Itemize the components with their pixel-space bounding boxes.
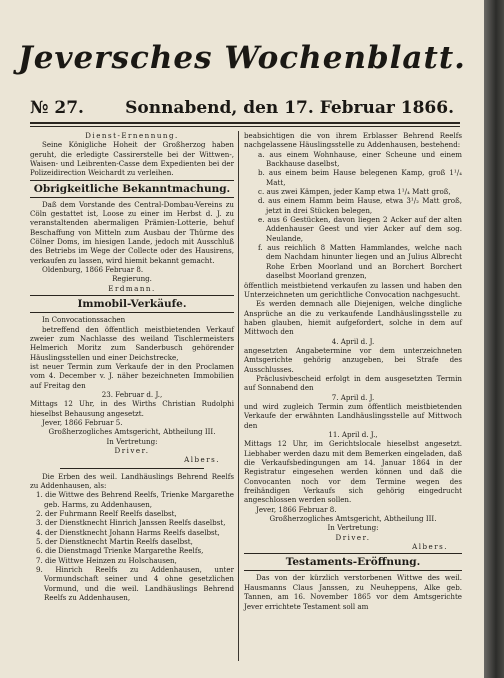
imm-location: Mittags 12 Uhr, in des Wirths Christian Rudolphi hieselbst Behausung angesetzt.	[30, 399, 234, 418]
right-court: Großherzogliches Amtsgericht, Abtheilung III.	[269, 514, 437, 524]
header-rule	[30, 122, 460, 124]
issue-number: № 27.	[30, 98, 84, 118]
right-cont-2: öffentlich meistbietend verkaufen zu lassen und haben den Unterzeichneten um gerichtliche Convocation nachgesucht.	[244, 280, 462, 299]
right-cont-6: und wird zugleich Termin zum öffentlich meistbietenden Verkaufe der erwähnten Landhäuslingsstelle auf Mittwoch den	[244, 401, 462, 430]
obrig-date: Oldenburg, 1866 Februar 8.	[42, 265, 144, 275]
obrig-heading: Obrigkeitliche Bekanntmachung.	[30, 180, 234, 198]
right-cont-1: beabsichtigen die von ihrem Erblasser Behrend Reelfs nachgelassene Häuslingsstelle zu Addenhausen, bestehend:	[244, 131, 462, 150]
erben-item: 1. die Wittwe des Behrend Reelfs, Trienke Margarethe geb. Harms, zu Addenhausen,	[36, 490, 234, 509]
property-item: b. aus einem beim Hause belegenen Kamp, groß 1¹/₄ Matt,	[258, 168, 462, 187]
dienst-heading: Dienst-Ernennung.	[85, 131, 179, 140]
testament-body: Das von der kürzlich verstorbenen Wittwe des weil. Hausmanns Claus Janssen, zu Neuheppens, Alke geb. Tannen, am 16. November 1865 vor dem Amtsgerichte Jever errichtete Testament soll am	[244, 573, 462, 611]
imm-clerk: Albers.	[184, 455, 220, 465]
imm-intro: In Convocationssachen	[42, 315, 126, 325]
erben-item: 2. der Fuhrmann Reelf Reelfs daselbst,	[36, 509, 177, 519]
erben-item: 5. der Dienstknecht Martin Reelfs daselbst,	[36, 537, 193, 547]
property-item: d. aus einem Hamm beim Hause, etwa 3¹/₂ Matt groß, jetzt in drei Stücken belegen,	[258, 196, 462, 215]
erben-item: 4. der Dienstknecht Johann Harms Reelfs daselbst,	[36, 527, 220, 537]
right-cont-7: Mittags 12 Uhr, im Gerichtslocale hieselbst angesetzt. Liebhaber werden dazu mit dem Bemerken eingeladen, daß die Verkaufsbedingungen am 14. Januar 1864 in der Registratur eingesehen werden können und daß die Convocanten noch vor dem Termine wegen des freihändigen Verkaufs sich gehörig eingedrucht angeschlossen werden sollen.	[244, 439, 462, 505]
imm-signer: Driver.	[114, 445, 150, 455]
testament-heading: Testaments-Eröffnung.	[244, 553, 462, 571]
imm-term: ist neuer Termin zum Verkaufe der in den Proclamen vom 4. December v. J. näher bezeichneten Immobilien auf Freitag den	[30, 361, 234, 390]
section-separator	[60, 468, 204, 469]
erben-item: 7. die Wittwe Heinzen zu Holschausen,	[36, 555, 177, 565]
obrig-sign-authority: Regierung.	[112, 274, 152, 284]
date-3: 11. April d. J.,	[328, 430, 378, 439]
masthead-title: Jeversches Wochenblatt.	[18, 40, 466, 76]
erben-item: 3. der Dienstknecht Hinrich Janssen Reelfs daselbst,	[36, 518, 226, 528]
right-column	[244, 131, 462, 611]
property-item: e. aus 6 Gestücken, davon liegen 2 Acker auf der alten Addenhauser Geest und vier Acker auf dem sog. Neulande,	[258, 215, 462, 243]
property-item: c. aus zwei Kämpen, jeder Kamp etwa 1¹/₄ Matt groß,	[258, 187, 451, 197]
header-rule-thin	[30, 126, 460, 127]
right-cont-3: Es werden demnach alle Diejenigen, welche dingliche Ansprüche an die zu verkaufende Landhäuslingsstelle zu haben glauben, hiemit aufgefordert, solche in dem auf Mittwoch den	[244, 299, 462, 337]
immobil-heading: Immobil-Verkäufe.	[30, 295, 234, 313]
imm-subject: betreffend den öffentlich meistbietenden Verkauf zweier zum Nachlasse des weiland Tischlermeisters Helmerich Moritz zum Sanderbusch gehörender Häuslingsstellen und einer Deichstrecke,	[30, 324, 234, 362]
right-cont-4: angesetzten Angabetermine vor dem unterzeichneten Amtsgerichte gehörig anzugeben, bei Strafe des Ausschlusses.	[244, 345, 462, 374]
right-place: Jever, 1866 Februar 8.	[256, 504, 337, 514]
property-item: f. aus reichlich 8 Matten Hammlandes, welche nach dem Nachdam hinunter liegen und an Julius Albrecht Rohe Erben Moorland und an Borchert Borchert daselbst Moorland grenzen,	[258, 243, 462, 281]
property-item: a. aus einem Wohnhause, einer Scheune und einem Backhause daselbst,	[258, 149, 462, 169]
right-vertretung: In Vertretung:	[327, 523, 379, 533]
imm-date: 23. Februar d. J.,	[101, 389, 163, 399]
issue-line	[30, 98, 454, 118]
dienst-body: Seine Königliche Hoheit der Großherzog haben geruht, die erledigte Cassirerstelle bei der Wittwen-, Waisen- und Leibrenten-Casse dem Expedienten bei der Polizeidirection Weichardt zu verleihen.	[30, 140, 234, 178]
right-clerk: Albers.	[412, 542, 448, 552]
date-2: 7. April d. J.	[331, 392, 375, 402]
left-column	[30, 131, 234, 602]
book-spine	[484, 0, 504, 678]
obrig-body: Daß dem Vorstande des Central-Dombau-Vereins zu Cöln gestattet ist, Loose zu einer im Herbst d. J. zu veranstaltenden abermaligen Prämien-Lotterie, behuf Beschaffung von Mitteln zum Ausbau der Thürme des Cölner Doms, im hiesigen Lande, jedoch mit Ausschluß des Betriebs im Wege der Collecte oder des Hausirens, verkaufen zu lassen, wird hiemit bekannt gemacht.	[30, 199, 234, 265]
imm-court: Großherzogliches Amtsgericht, Abtheilung III.	[48, 427, 216, 437]
imm-place: Jever, 1866 Februar 5.	[42, 417, 123, 427]
right-cont-5: Präclusivbescheid erfolgt in dem ausgesetzten Termin auf Sonnabend den	[244, 373, 462, 393]
obrig-sign-name: Erdmann.	[108, 283, 156, 293]
column-divider	[238, 131, 239, 661]
erben-intro: Die Erben des weil. Landhäuslings Behrend Reelfs zu Addenhausen, als:	[30, 471, 234, 490]
issue-date: Sonnabend, den 17. Februar 1866.	[125, 98, 454, 118]
erben-item: 9. Hinrich Reelfs zu Addenhausen, unter Vormundschaft seiner und 4 ohne gesetzlichen Vormund, und die weil. Landhäuslings Behrend Reelfs zu Addenhausen,	[36, 565, 234, 603]
date-1: 4. April d. J.	[331, 336, 375, 346]
imm-vertretung: In Vertretung:	[106, 436, 158, 446]
right-signer: Driver.	[335, 532, 371, 542]
erben-item: 6. die Dienstmagd Trienke Margarethe Reelfs,	[36, 546, 204, 556]
